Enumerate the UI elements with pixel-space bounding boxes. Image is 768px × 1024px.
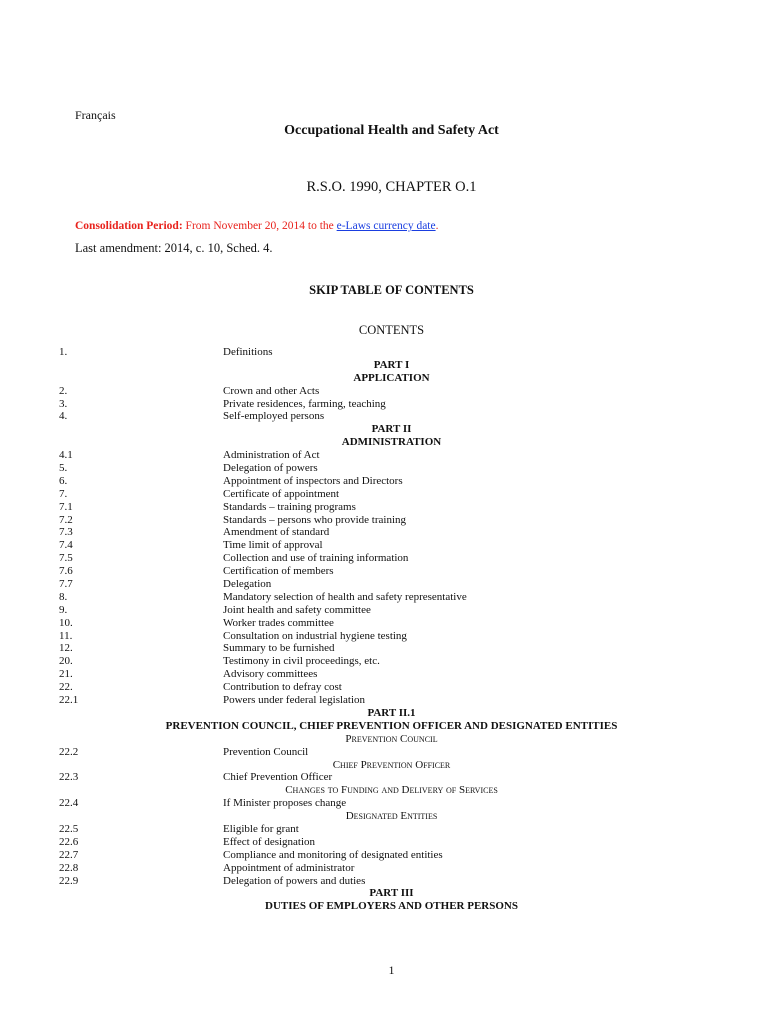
toc-section-number: 7. bbox=[59, 487, 68, 500]
toc-section-title[interactable]: Powers under federal legislation bbox=[223, 694, 366, 707]
toc-row bbox=[0, 385, 768, 398]
toc-row bbox=[0, 410, 768, 423]
toc-section-number: 7.2 bbox=[59, 513, 73, 526]
toc-section-number: 22.5 bbox=[59, 822, 79, 835]
toc-section-title[interactable]: Administration of Act bbox=[223, 449, 320, 462]
toc-section-number: 8. bbox=[59, 590, 68, 603]
toc-row bbox=[0, 539, 768, 552]
toc-section-number: 3. bbox=[59, 397, 68, 410]
toc-subheading: Designated Entities bbox=[345, 810, 438, 823]
toc-section-title[interactable]: Certification of members bbox=[223, 565, 334, 578]
toc-section-number: 21. bbox=[59, 668, 73, 681]
toc-row bbox=[0, 875, 768, 888]
e-laws-currency-link[interactable]: e-Laws currency date bbox=[336, 220, 436, 232]
toc-row bbox=[0, 668, 768, 681]
toc-row bbox=[0, 514, 768, 527]
toc-section-title[interactable]: Delegation bbox=[223, 578, 272, 591]
toc-row bbox=[0, 836, 768, 849]
toc-section-title[interactable]: Amendment of standard bbox=[223, 526, 330, 539]
toc-section-title[interactable]: Testimony in civil proceedings, etc. bbox=[223, 655, 380, 668]
language-link[interactable]: Français bbox=[75, 108, 116, 122]
toc-section-number: 11. bbox=[59, 629, 73, 642]
toc-section-title[interactable]: Appointment of inspectors and Directors bbox=[223, 474, 403, 487]
toc-row bbox=[0, 797, 768, 810]
toc-section-number: 7.7 bbox=[59, 578, 73, 591]
consolidation-period bbox=[75, 220, 438, 232]
toc-section-number: 7.1 bbox=[59, 500, 73, 513]
toc-section-title[interactable]: If Minister proposes change bbox=[223, 797, 347, 810]
toc-section-title[interactable]: Self-employed persons bbox=[223, 410, 325, 423]
toc-section-number: 22.9 bbox=[59, 874, 79, 887]
toc-section-number: 22.3 bbox=[59, 771, 79, 784]
toc-part-heading: PART III bbox=[369, 887, 414, 900]
toc-row bbox=[0, 694, 768, 707]
toc-part-heading: ADMINISTRATION bbox=[341, 436, 442, 449]
toc-section-title[interactable]: Crown and other Acts bbox=[223, 384, 320, 397]
toc-section-title[interactable]: Joint health and safety committee bbox=[223, 603, 371, 616]
toc-row bbox=[0, 462, 768, 475]
table-of-contents bbox=[0, 346, 768, 913]
toc-section-title[interactable]: Delegation of powers bbox=[223, 462, 318, 475]
toc-section-number: 5. bbox=[59, 462, 68, 475]
toc-row bbox=[0, 565, 768, 578]
toc-row bbox=[0, 630, 768, 643]
toc-section-title[interactable]: Eligible for grant bbox=[223, 822, 299, 835]
toc-section-number: 10. bbox=[59, 616, 73, 629]
toc-subheading: Chief Prevention Officer bbox=[332, 758, 451, 771]
toc-row bbox=[0, 552, 768, 565]
toc-section-number: 22.6 bbox=[59, 835, 79, 848]
toc-section-number: 2. bbox=[59, 384, 68, 397]
toc-part-heading: PREVENTION COUNCIL, CHIEF PREVENTION OFFICER AND DESIGNATED ENTITIES bbox=[165, 719, 618, 732]
toc-section-number: 1. bbox=[59, 346, 68, 358]
toc-section-title[interactable]: Consultation on industrial hygiene testing bbox=[223, 629, 407, 642]
toc-section-number: 22.4 bbox=[59, 797, 79, 810]
chapter-heading: R.S.O. 1990, CHAPTER O.1 bbox=[306, 179, 477, 195]
toc-section-number: 9. bbox=[59, 603, 68, 616]
toc-section-number: 22.1 bbox=[59, 694, 79, 707]
toc-section-number: 20. bbox=[59, 655, 73, 668]
toc-row bbox=[0, 823, 768, 836]
toc-section-title[interactable]: Delegation of powers and duties bbox=[223, 874, 366, 887]
toc-section-title[interactable]: Chief Prevention Officer bbox=[223, 771, 333, 784]
toc-section-title[interactable]: Definitions bbox=[223, 346, 273, 358]
toc-section-title[interactable]: Standards – persons who provide training bbox=[223, 513, 406, 526]
toc-section-number: 22.7 bbox=[59, 848, 79, 861]
toc-row bbox=[0, 526, 768, 539]
toc-section-number: 7.6 bbox=[59, 565, 73, 578]
toc-section-number: 4. bbox=[59, 410, 68, 423]
toc-section-number: 7.4 bbox=[59, 539, 73, 552]
skip-toc-link[interactable]: SKIP TABLE OF CONTENTS bbox=[309, 283, 474, 297]
toc-row bbox=[0, 501, 768, 514]
toc-section-title[interactable]: Compliance and monitoring of designated entities bbox=[223, 848, 443, 861]
toc-section-title[interactable]: Summary to be furnished bbox=[223, 642, 335, 655]
toc-row bbox=[0, 346, 768, 359]
toc-row bbox=[0, 771, 768, 784]
toc-row bbox=[0, 398, 768, 411]
toc-row bbox=[0, 681, 768, 694]
toc-section-number: 22. bbox=[59, 681, 73, 694]
consolidation-end: . bbox=[435, 220, 439, 232]
toc-section-title[interactable]: Private residences, farming, teaching bbox=[223, 397, 386, 410]
toc-section-title[interactable]: Standards – training programs bbox=[223, 500, 356, 513]
toc-row bbox=[0, 746, 768, 759]
toc-section-title[interactable]: Effect of designation bbox=[223, 835, 316, 848]
page-number: 1 bbox=[388, 963, 395, 977]
contents-heading: CONTENTS bbox=[358, 323, 425, 337]
toc-row bbox=[0, 591, 768, 604]
toc-part-heading: PART II.1 bbox=[367, 706, 416, 719]
toc-row bbox=[0, 449, 768, 462]
toc-row bbox=[0, 642, 768, 655]
consolidation-text: From November 20, 2014 to the bbox=[182, 220, 337, 232]
toc-row bbox=[0, 617, 768, 630]
toc-section-title[interactable]: Time limit of approval bbox=[223, 539, 323, 552]
toc-section-title[interactable]: Prevention Council bbox=[223, 745, 309, 758]
toc-part-heading: PART II bbox=[371, 423, 412, 436]
toc-section-number: 6. bbox=[59, 474, 68, 487]
toc-section-title[interactable]: Certificate of appointment bbox=[223, 487, 340, 500]
last-amendment: Last amendment: 2014, c. 10, Sched. 4. bbox=[75, 241, 273, 255]
toc-section-number: 7.5 bbox=[59, 552, 73, 565]
toc-section-number: 7.3 bbox=[59, 526, 73, 539]
toc-section-title[interactable]: Contribution to defray cost bbox=[223, 681, 342, 694]
toc-part-heading: DUTIES OF EMPLOYERS AND OTHER PERSONS bbox=[265, 900, 518, 913]
toc-section-title[interactable]: Collection and use of training information bbox=[223, 552, 409, 565]
toc-part-heading: APPLICATION bbox=[353, 371, 430, 384]
toc-row bbox=[0, 475, 768, 488]
toc-section-number: 22.8 bbox=[59, 861, 79, 874]
toc-row bbox=[0, 488, 768, 501]
toc-section-title[interactable]: Mandatory selection of health and safety representative bbox=[223, 590, 467, 603]
toc-section-title[interactable]: Worker trades committee bbox=[223, 616, 334, 629]
toc-section-title[interactable]: Appointment of administrator bbox=[223, 861, 355, 874]
toc-section-number: 22.2 bbox=[59, 745, 79, 758]
consolidation-label: Consolidation Period: bbox=[75, 220, 183, 232]
page-title: Occupational Health and Safety Act bbox=[284, 123, 499, 138]
toc-subheading: Prevention Council bbox=[345, 732, 438, 745]
toc-section-number: 12. bbox=[59, 642, 73, 655]
toc-section-number: 4.1 bbox=[59, 449, 73, 462]
toc-row bbox=[0, 604, 768, 617]
toc-part-heading: PART I bbox=[373, 358, 410, 371]
toc-row bbox=[0, 578, 768, 591]
toc-row bbox=[0, 862, 768, 875]
toc-row bbox=[0, 849, 768, 862]
toc-subheading: Changes to Funding and Delivery of Services bbox=[285, 784, 498, 797]
toc-section-title[interactable]: Advisory committees bbox=[223, 668, 318, 681]
toc-row bbox=[0, 655, 768, 668]
